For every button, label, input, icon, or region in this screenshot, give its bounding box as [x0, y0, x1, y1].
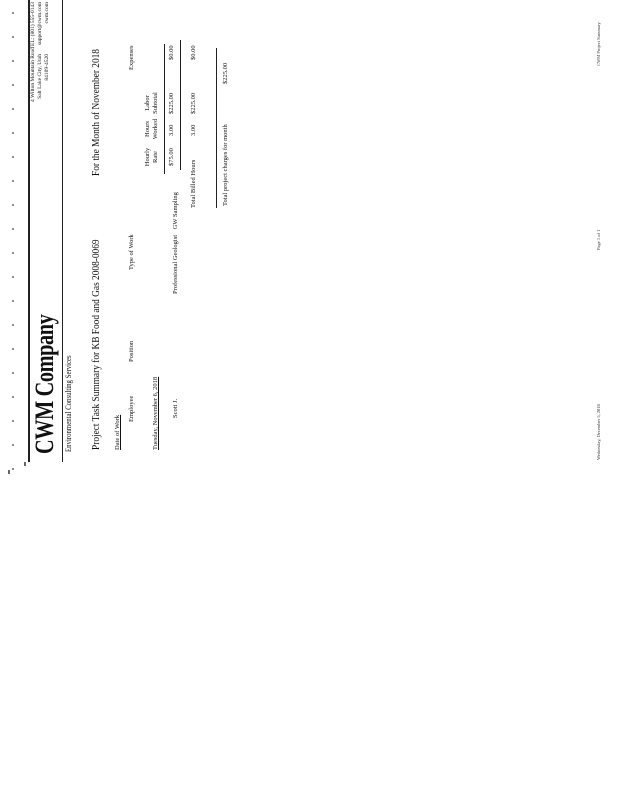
row-labor-subtotal: $225.00 — [168, 92, 175, 114]
project-total-label: Total project charges for month — [222, 124, 229, 206]
row-position: Professional Geologist — [172, 234, 179, 294]
column-type-of-work: Type of Work — [128, 234, 135, 270]
total-hours-label: Total Billed Hours — [190, 159, 197, 208]
project-total: $225.00 — [222, 62, 229, 84]
column-labor-subtotal: Labor Subtotal — [144, 92, 159, 114]
report-title: Project Task Summary for KB Food and Gas 2008-0069 — [90, 239, 102, 450]
column-date-of-work: Date of Work — [114, 414, 121, 450]
address-line: 84109-4520 — [44, 54, 50, 81]
totals-rule — [180, 40, 181, 170]
footer-date: Wednesday, December 5, 2018 — [596, 404, 601, 460]
total-expenses: $0.00 — [190, 45, 197, 60]
project-total-rule — [216, 48, 217, 208]
footer-summary: CWM Project Summary — [596, 22, 601, 66]
margin-speckle — [12, 0, 14, 470]
column-expenses: Expenses — [128, 45, 135, 70]
row-hours-worked: 3.00 — [168, 124, 175, 136]
row-hourly-rate: $75.00 — [168, 148, 175, 166]
column-hours-worked: Hours Worked — [144, 118, 159, 140]
scan-mark — [8, 470, 10, 474]
contact-line: support@cwm.com — [37, 2, 43, 46]
contact-line: TEL: (801) 555-0143 — [30, 2, 36, 50]
footer-page: Page 1 of 1 — [596, 229, 601, 250]
row-employee: Scott J. — [172, 398, 179, 418]
row-expenses: $0.00 — [168, 45, 175, 60]
header-rule-bottom — [62, 0, 63, 462]
report-period: For the Month of November 2018 — [90, 49, 102, 176]
total-labor: $225.00 — [190, 92, 197, 114]
company-name: CWM Company — [30, 314, 59, 454]
company-contact — [30, 2, 51, 52]
address-line: 4 Wilton Mountain Road — [30, 47, 36, 102]
contact-line: cwm.com — [44, 2, 50, 24]
company-subtitle: Environmental Consulting Services — [64, 355, 73, 452]
column-employee: Employee — [128, 395, 135, 422]
row-date: Tuesday, November 6, 2018 — [152, 376, 159, 450]
company-address — [30, 47, 51, 102]
row-type-of-work: GW Sampling — [172, 192, 179, 230]
header-underline — [164, 44, 165, 174]
row-position-and-work — [172, 192, 179, 294]
total-hours: 3.00 — [190, 124, 197, 136]
column-position: Position — [128, 340, 135, 362]
address-line: Salt Lake City, Utah — [37, 54, 43, 99]
column-hourly-rate: Hourly Rate — [144, 147, 159, 167]
